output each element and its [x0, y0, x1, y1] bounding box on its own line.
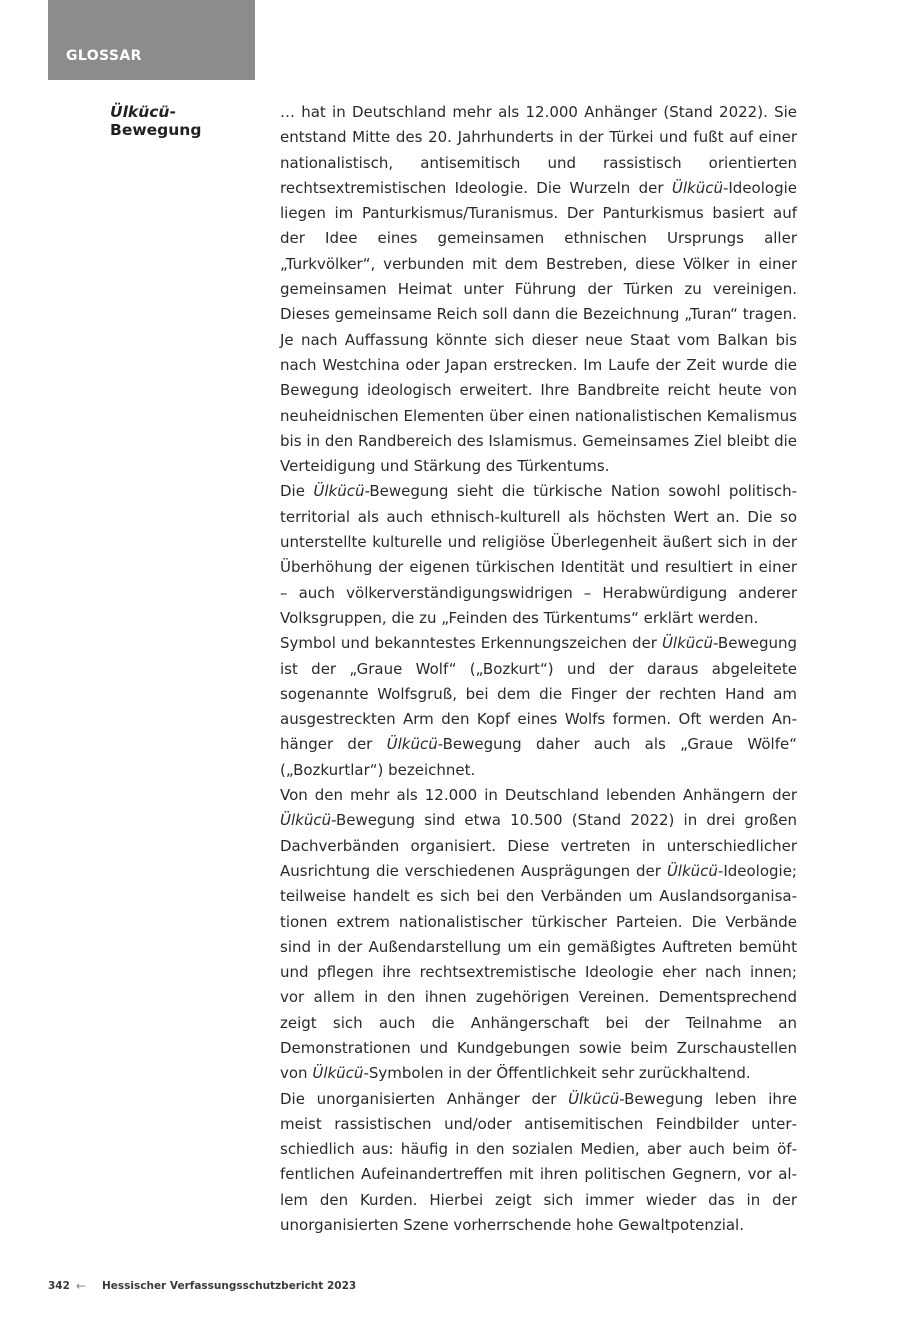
- text-run: Von den mehr als 12.000 in Deutschland lebenden Anhängern der: [280, 786, 797, 805]
- glossary-term-italic: Ülkücü: [110, 103, 170, 121]
- italic-term: Ülkücü: [671, 178, 723, 197]
- definition-paragraph: [280, 100, 797, 479]
- text-run: Die unorganisierten Anhänger der: [280, 1089, 569, 1108]
- text-run: -Bewegung sind etwa 10.500 (Stand 2022) in drei großen Dachverbänden organisiert. Diese vertreten in unterschiedlicher Ausrichtung die verschiedenen Ausprägungen der: [280, 811, 797, 880]
- publication-title: Hessischer Verfassungsschutzbericht 2023: [101, 1280, 357, 1292]
- text-run: … hat in Deutschland mehr als 12.000 Anhänger (Stand 2022). Sie entstand Mitte des 20. Jahrhunderts in der Türkei und fußt auf einer nationalistisch, antisemitisch und rassistisch orientierten rechtsextremistischen Ideologie. Die Wurzeln der: [280, 103, 797, 197]
- definition-paragraph: [280, 783, 797, 1087]
- italic-term: Ülkücü: [386, 735, 438, 754]
- definition-paragraph: [280, 479, 797, 631]
- italic-term: Ülkücü: [313, 482, 365, 501]
- glossary-term: [110, 103, 260, 139]
- text-run: -Ideologie liegen im Panturkismus/Turanismus. Der Panturkismus basiert auf der Idee eines gemeinsamen ethnischen Ursprungs aller „Turkvölker“, verbunden mit dem Bestreben, diese Völker in einer gemeinsamen Heimat unter Führung der Türken zu vereinigen. Dieses gemeinsame Reich soll dann die Bezeichnung „Turan“ tragen. Je nach Auffassung könnte sich dieser neue Staat vom Balkan bis nach Westchina oder Japan erstrecken. Im Laufe der Zeit wurde die Bewegung ideologisch erweitert. Ihre Bandbreite reicht heute von neuheidnischen Elementen über einen nationalistischen Kemalismus bis in den Randbereich des Islamismus. Gemeinsames Ziel bleibt die Verteidigung und Stärkung des Türkentums.: [280, 178, 797, 476]
- italic-term: Ülkücü: [312, 1064, 364, 1083]
- text-run: -Ideologie; teilweise handelt es sich bei den Verbänden um Auslandsorganisationen extrem nationalistischer türkischer Parteien. Die Verbände sind in der Außendarstellung um ein gemäßigtes Auftreten bemüht und pflegen ihre rechtsextremistische Ideologie eher nach innen; vor allem in den ihnen zugehörigen Vereinen. Dementsprechend zeigt sich auch die Anhängerschaft bei der Teilnahme an Demonstrationen und Kundgebungen sowie beim Zurschaustellen von: [280, 861, 797, 1083]
- italic-term: Ülkücü: [280, 811, 332, 830]
- italic-term: Ülkücü: [666, 861, 718, 880]
- italic-term: Ülkücü: [661, 634, 714, 653]
- page-number: 342: [48, 1280, 70, 1292]
- text-run: -Bewegung ist der „Graue Wolf“ („Bozkurt“) und der daraus abgeleitete sogenannte Wolfsgruß, bei dem die Finger der rechten Hand am ausgestreckten Arm den Kopf eines Wolfs formen. Oft werden Anhänger der: [280, 634, 797, 754]
- text-run: Die: [280, 482, 314, 501]
- text-run: -Bewegung daher auch als „Graue Wölfe“ („Bozkurtlar“) bezeichnet.: [280, 735, 797, 779]
- page-footer: [48, 1279, 356, 1293]
- italic-term: Ülkücü: [568, 1089, 620, 1108]
- back-arrow-icon: ←: [75, 1279, 86, 1293]
- glossary-definition: [280, 100, 797, 1238]
- text-run: Symbol und bekanntestes Erkennungszeichen der: [280, 634, 662, 653]
- definition-paragraph: [280, 631, 797, 783]
- definition-paragraph: [280, 1087, 797, 1239]
- text-run: -Symbolen in der Öffentlichkeit sehr zurückhaltend.: [363, 1064, 751, 1083]
- text-run: -Bewegung sieht die türkische Nation sowohl politisch-territorial als auch ethnisch-kulturell als höchsten Wert an. Die so unterstellte kulturelle und religiöse Überlegenheit äußert sich in der Überhöhung der eigenen türkischen Identität und resultiert in einer – auch völkerverständigungswidrigen – Herabwürdigung anderer Volksgruppen, die zu „Feinden des Türkentums“ erklärt werden.: [280, 482, 797, 627]
- text-run: -Bewegung leben ihre meist rassistischen und/oder antisemitischen Feindbilder unterschiedlich aus: häufig in den sozialen Medien, aber auch beim öffentlichen Aufeinandertreffen mit ihren politischen Gegnern, vor allem den Kurden. Hierbei zeigt sich immer wieder das in der unorganisierten Szene vorherrschende hohe Gewaltpotenzial.: [280, 1089, 797, 1235]
- section-header-tab: [48, 0, 255, 80]
- section-label: GLOSSAR: [66, 48, 142, 64]
- glossary-term-suffix: -Bewegung: [110, 103, 202, 139]
